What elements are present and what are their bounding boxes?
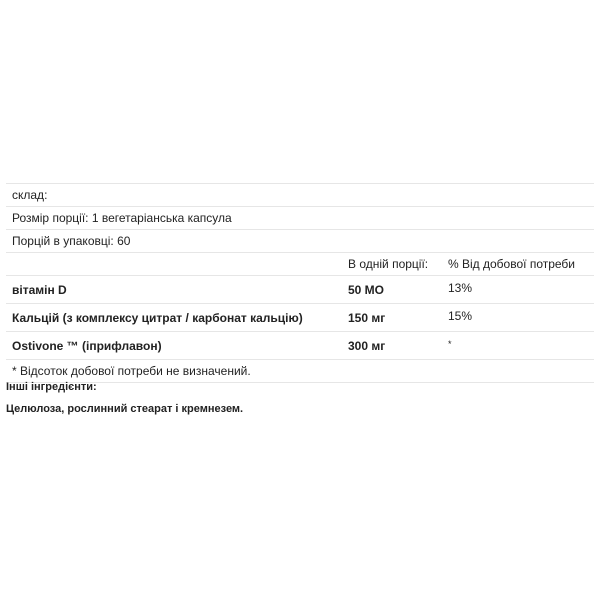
serving-size-row xyxy=(6,207,594,230)
nutrient-row xyxy=(6,332,594,360)
nutrient-name: вітамін D xyxy=(6,276,342,304)
column-header-amount: В одній порції: xyxy=(342,253,442,276)
column-header-blank xyxy=(6,253,342,276)
column-header-daily-value: % Від добової потреби xyxy=(442,253,594,276)
nutrient-row xyxy=(6,304,594,332)
other-ingredients-text: Целюлоза, рослинний стеарат і кремнезем. xyxy=(6,403,244,415)
servings-per-container-row xyxy=(6,230,594,253)
composition-row xyxy=(6,184,594,207)
nutrient-daily-value: 13% xyxy=(442,276,594,304)
nutrient-amount: 150 мг xyxy=(342,304,442,332)
other-ingredients-title: Інші інгредієнти: xyxy=(6,381,97,393)
footnote: * Відсоток добової потреби не визначений. xyxy=(6,360,594,383)
column-header-row xyxy=(6,253,594,276)
nutrient-amount: 50 МО xyxy=(342,276,442,304)
nutrient-amount: 300 мг xyxy=(342,332,442,360)
nutrient-daily-value: 15% xyxy=(442,304,594,332)
supplement-facts-table xyxy=(6,183,594,383)
nutrient-name: Кальцій (з комплексу цитрат / карбонат кальцію) xyxy=(6,304,342,332)
servings-per-container: Порцій в упаковці: 60 xyxy=(6,230,594,253)
composition-label: склад: xyxy=(6,184,594,207)
nutrient-daily-value: * xyxy=(442,332,594,360)
nutrient-name: Ostivone ™ (іприфлавон) xyxy=(6,332,342,360)
nutrient-row xyxy=(6,276,594,304)
serving-size: Розмір порції: 1 вегетаріанська капсула xyxy=(6,207,594,230)
